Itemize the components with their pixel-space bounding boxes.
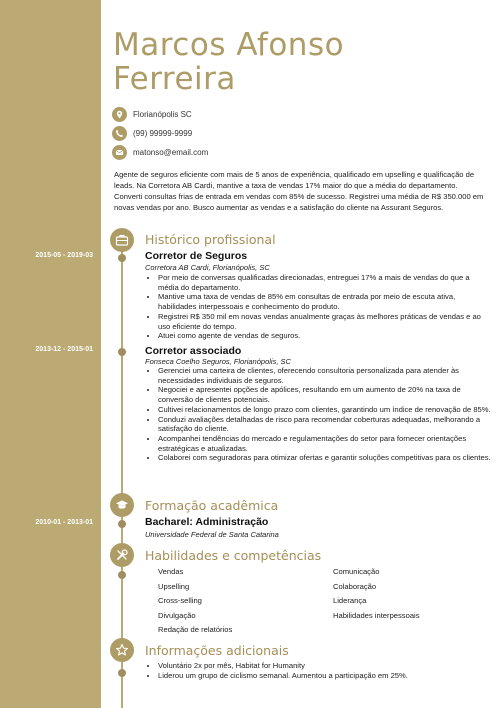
education-school: Universidade Federal de Santa Catarina — [145, 530, 279, 539]
job-2-title: Corretor associado — [145, 345, 242, 357]
skill-item: Vendas — [158, 567, 184, 576]
list-item: • Liderou um grupo de ciclismo semanal. Aumentou a participação em 25%. — [158, 671, 488, 681]
timeline-dot — [118, 571, 126, 579]
education-dates: 2010-01 - 2013-01 — [35, 519, 93, 526]
list-item: • Por meio de conversas qualificadas direcionadas, entreguei 17% a mais de vendas do que a média do departamento. — [158, 273, 488, 292]
additional-section-icon — [110, 638, 134, 662]
sidebar-band — [0, 0, 101, 708]
contact-phone — [112, 125, 192, 141]
timeline-line — [121, 240, 123, 500]
skill-item: Redação de relatórios — [158, 625, 233, 634]
education-section-title: Formação acadêmica — [145, 498, 279, 513]
timeline-dot — [118, 520, 126, 528]
skill-item: Cross-selling — [158, 596, 202, 605]
list-item: • Conduzi avaliações detalhadas de risco para recomendar coberturas adequadas, melhorando a satisfação do cliente. — [158, 415, 495, 434]
name-line-1: Marcos Afonso — [113, 27, 345, 63]
location-icon — [112, 107, 127, 122]
additional-section-title: Informações adicionais — [145, 643, 289, 658]
list-item: • Registrei R$ 350 mil em novas vendas anualmente graças às melhores práticas de vendas e ao uso eficiente do tempo. — [158, 312, 488, 331]
professional-summary: Agente de seguros eficiente com mais de 5 anos de experiência, qualificado em upselling e qualificação de leads. Na Corretora AB Cardi, mantive a taxa de vendas 17% maior do que a média do departamento. Converti consultas frias de entrada em vendas com 85% de sucesso. Registrei uma média de R$ 350.000 em novas vendas por ano. Busco aumentar as vendas e a satisfação do cliente na Assurant Seguros. — [114, 170, 484, 212]
list-item: • Colaborei com seguradoras para otimizar ofertas e garantir soluções competitivas para os clientes. — [158, 453, 495, 463]
job-1-title: Corretor de Seguros — [145, 250, 248, 262]
job-1-company: Corretora AB Cardi, Florianópolis, SC — [145, 263, 270, 272]
list-item: • Cultivei relacionamentos de longo prazo com clientes, garantindo um índice de renovação de 85%. — [158, 405, 495, 415]
graduation-cap-icon — [115, 498, 129, 512]
briefcase-icon — [115, 233, 129, 247]
job-1-dates: 2015-05 - 2019-03 — [35, 252, 93, 259]
job-2-dates: 2013-12 - 2015-01 — [35, 346, 93, 353]
job-2-bullets — [145, 366, 495, 463]
skill-item: Divulgação — [158, 611, 196, 620]
phone-icon — [112, 126, 127, 141]
candidate-name — [113, 28, 344, 96]
education-degree: Bacharel: Administração — [145, 516, 269, 528]
skill-item: Habilidades interpessoais — [333, 611, 420, 620]
list-item: • Gerenciei uma carteira de clientes, oferecendo consultoria personalizada para atender às necessidades individuais de seguros. — [158, 366, 495, 385]
skills-section-title: Habilidades e competências — [145, 548, 322, 563]
star-icon — [115, 643, 129, 657]
list-item: • Negociei e apresentei opções de apólices, resultando em um aumento de 20% na taxa de conversão de clientes potenciais. — [158, 385, 495, 404]
job-2-company: Fonseca Coelho Seguros, Florianópolis, SC — [145, 357, 291, 366]
timeline-dot — [118, 669, 126, 677]
experience-section-icon — [110, 228, 134, 252]
list-item: • Mantive uma taxa de vendas de 85% em consultas de entrada por meio de escuta ativa, habilidades interpessoais e conhecimento do produto. — [158, 292, 488, 311]
location-text: Florianópolis SC — [133, 109, 192, 119]
tools-icon — [115, 548, 129, 562]
contact-email[interactable] — [112, 144, 208, 160]
skill-item: Upselling — [158, 582, 190, 591]
list-item: • Acompanhei tendências do mercado e regulamentações do setor para fornecer orientações estratégicas e atualizadas. — [158, 434, 495, 453]
list-item: • Atuei como agente de vendas de seguros. — [158, 331, 488, 341]
skill-item: Colaboração — [333, 582, 377, 591]
additional-bullets — [145, 661, 488, 680]
name-line-2: Ferreira — [113, 61, 236, 97]
phone-text: (99) 99999-9999 — [133, 128, 193, 138]
list-item: • Voluntário 2x por mês, Habitat for Humanity — [158, 661, 488, 671]
timeline-dot — [118, 254, 126, 262]
contact-location — [112, 106, 192, 122]
education-section-icon — [110, 493, 134, 517]
experience-section-title: Histórico profissional — [145, 232, 276, 247]
job-1-bullets — [145, 273, 488, 341]
skills-section-icon — [110, 543, 134, 567]
timeline-dot — [118, 348, 126, 356]
skill-item: Comunicação — [333, 567, 380, 576]
skill-item: Liderança — [333, 596, 367, 605]
email-icon — [112, 145, 127, 160]
email-text[interactable]: matonso@email.com — [133, 147, 209, 157]
